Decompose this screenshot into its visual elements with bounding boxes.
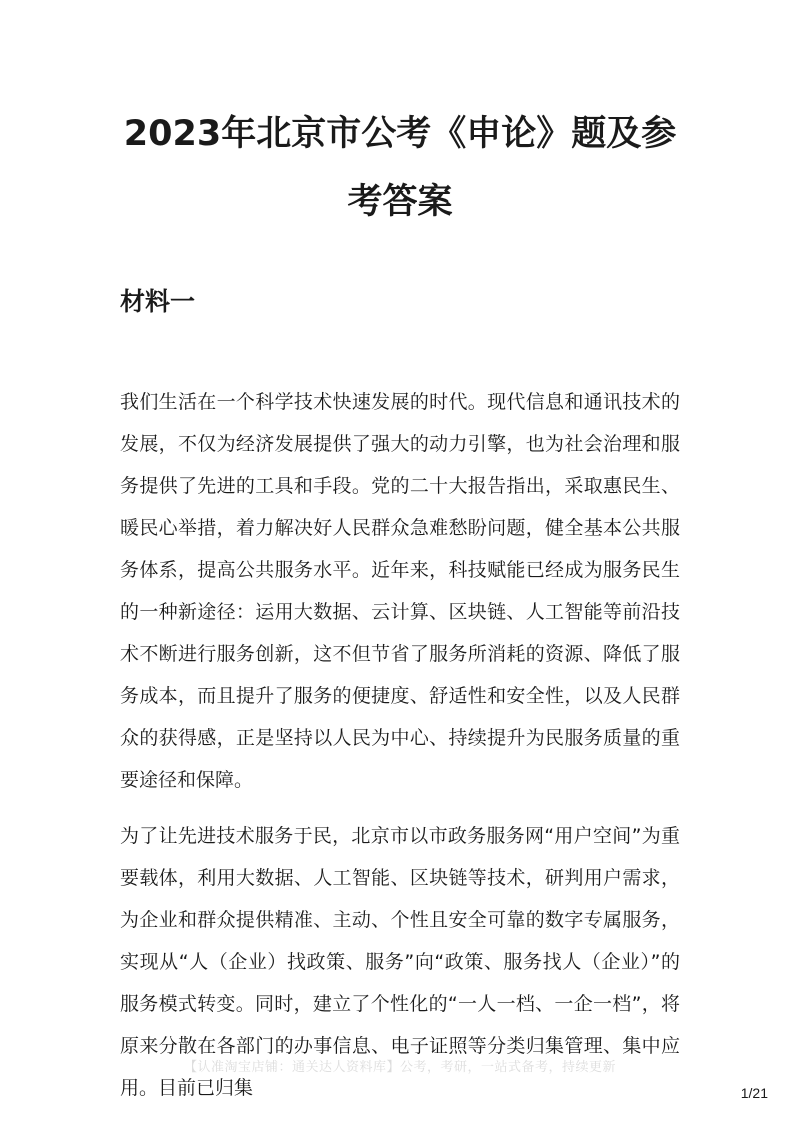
paragraph-1: 我们生活在一个科学技术快速发展的时代。现代信息和通讯技术的发展，不仅为经济发展提供了强大的动力引擎，也为社会治理和服务提供了先进的工具和手段。党的二十大报告指出，采取惠民生、暖民心举措，着力解决好人民群众急难愁盼问题，健全基本公共服务体系，提高公共服务水平。近年来，科技赋能已经成为服务民生的一种新途径：运用大数据、云计算、区块链、人工智能等前沿技术不断进行服务创新，这不但节省了服务所消耗的资源、降低了服务成本，而且提升了服务的便捷度、舒适性和安全性，以及人民群众的获得感，正是坚持以人民为中心、持续提升为民服务质量的重要途径和保障。	[120, 391, 680, 791]
document-page	[120, 0, 680, 1131]
footer-watermark: 【认准淘宝店铺：通关达人资料库】公考，考研，一站式备考，持续更新	[183, 1060, 616, 1075]
document-title: 2023年北京市公考《申论》题及参考答案	[123, 114, 677, 222]
document-body	[120, 381, 680, 1123]
page-number: 1/21	[740, 1085, 768, 1101]
paragraph-2: 为了让先进技术服务于民，北京市以市政务服务网“用户空间”为重要载体，利用大数据、人工智能、区块链等技术，研判用户需求，为企业和群众提供精准、主动、个性且安全可靠的数字专属服务，实现从“人（企业）找政策、服务”向“政策、服务找人（企业）”的服务模式转变。同时，建立了个性化的“一人一档、一企一档”，将原来分散在各部门的办事信息、电子证照等分类归集管理、集中应用。目前已归集	[120, 825, 680, 1099]
section-heading: 材料一	[120, 287, 196, 316]
